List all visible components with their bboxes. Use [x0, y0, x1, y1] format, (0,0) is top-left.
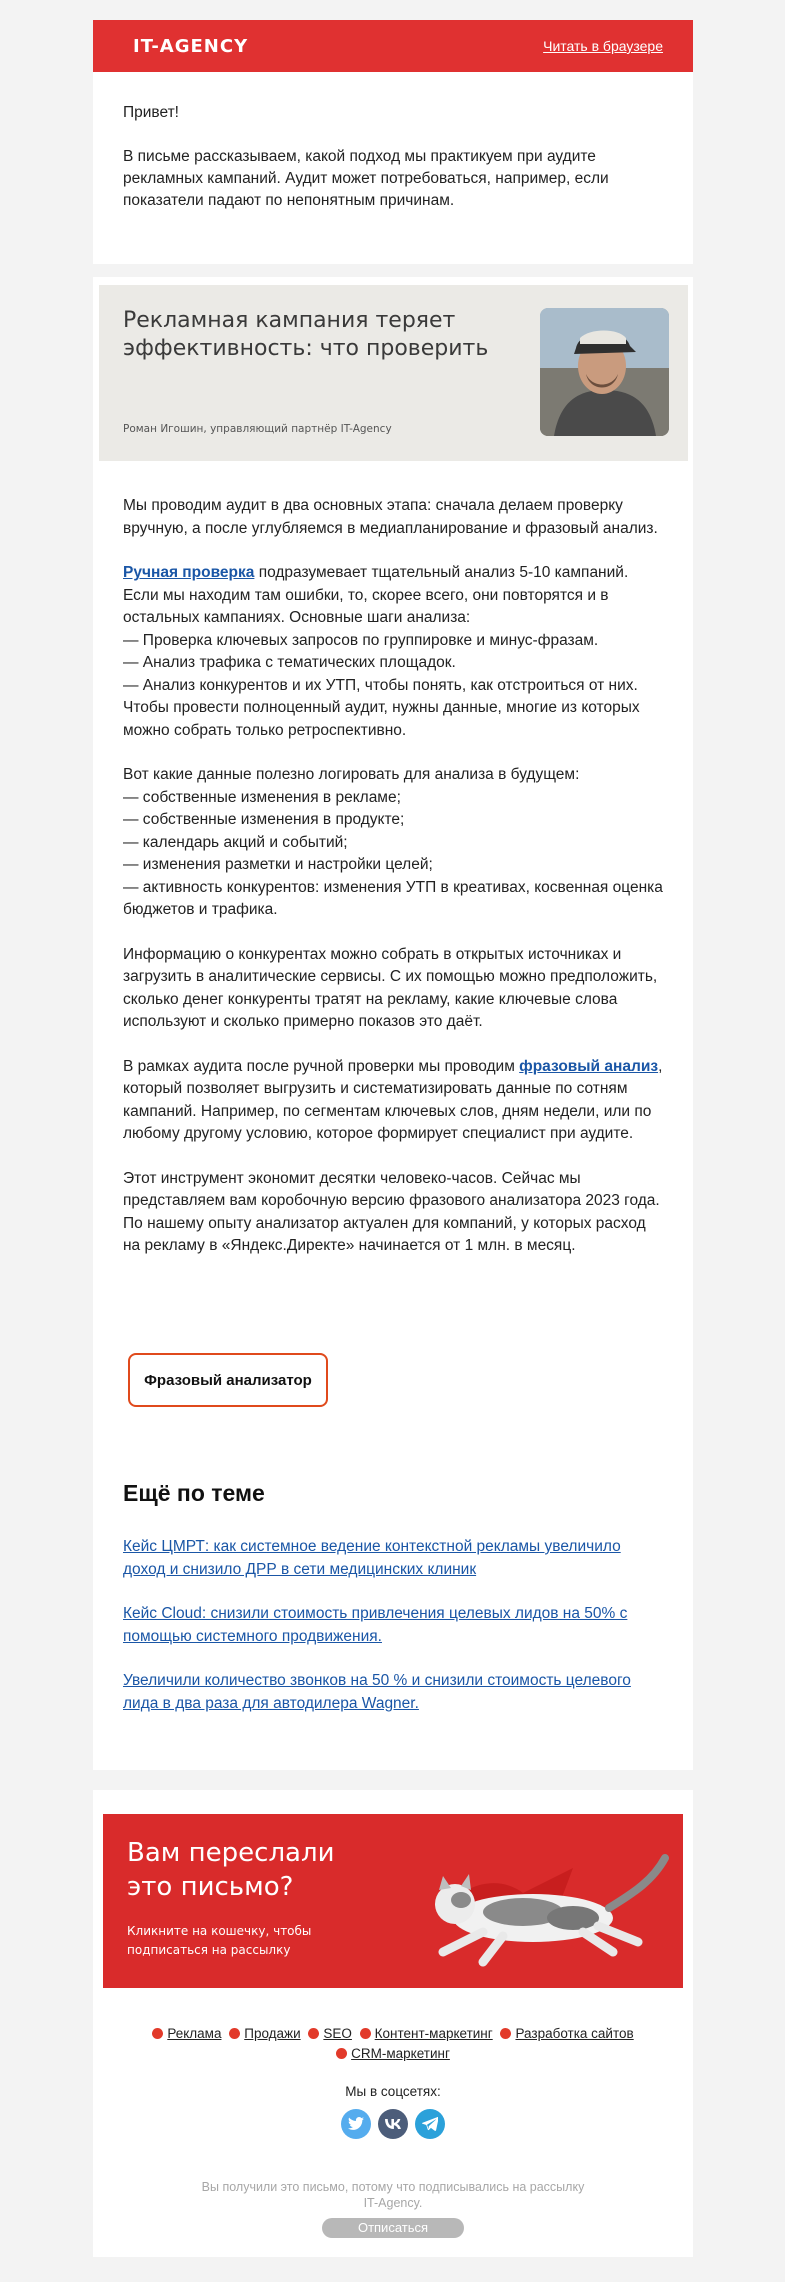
- author-photo-illustration: [540, 308, 669, 436]
- article-paragraph-4: Информацию о конкурентах можно собрать в открытых источниках и загрузить в аналитические сервисы. С их помощью можно предположить, сколько денег конкуренты тратят на рекламу, какие ключевые слова используют и сколько примерно показов это даёт.: [123, 945, 658, 1030]
- article-paragraph-1: Мы проводим аудит в два основных этапа: сначала делаем проверку вручную, а после углубляемся в медиапланирование и фразовый анализ.: [123, 497, 658, 537]
- telegram-icon[interactable]: [415, 2109, 445, 2139]
- article-paragraph-2: [123, 562, 663, 742]
- article-body: [123, 495, 663, 1280]
- log-data-item: — собственные изменения в рекламе;: [123, 788, 401, 806]
- phrase-analysis-before: В рамках аудита после ручной проверки мы проводим: [123, 1057, 520, 1075]
- related-link-wagner[interactable]: Увеличили количество звонков на 50 % и снизили стоимость целевого лида в два раза для автодилера Wagner.: [123, 1672, 631, 1712]
- subscribe-promo-banner[interactable]: [103, 1814, 683, 1988]
- unsubscribe-button[interactable]: Отписаться: [322, 2218, 464, 2238]
- red-dot-icon: [229, 2028, 240, 2039]
- category-link-seo[interactable]: SEO: [323, 2026, 352, 2041]
- author-photo: [540, 308, 669, 436]
- category-link-sales[interactable]: Продажи: [244, 2026, 301, 2041]
- analysis-step: — Анализ конкурентов и их УТП, чтобы понять, как отстроиться от них.: [123, 676, 638, 694]
- read-in-browser-link[interactable]: Читать в браузере: [543, 38, 663, 54]
- flying-cat-icon[interactable]: [373, 1838, 673, 1968]
- social-links: [93, 2109, 693, 2139]
- promo-subtitle: Кликните на кошечку, чтобы подписаться на рассылку: [127, 1924, 312, 1957]
- social-title: Мы в соцсетях:: [345, 2084, 441, 2099]
- category-link-webdev[interactable]: Разработка сайтов: [515, 2026, 634, 2041]
- category-link-content[interactable]: Контент-маркетинг: [374, 2026, 493, 2041]
- article-paragraph-6: Этот инструмент экономит десятки человеко-часов. Сейчас мы представляем вам коробочную версию фразового анализатора 2023 года. По нашему опыту анализатор актуален для компаний, у которых расход на рекламу в «Яндекс.Директе» начинается от 1 млн. в месяц.: [123, 1169, 660, 1254]
- category-link-ads[interactable]: Реклама: [167, 2026, 222, 2041]
- phrase-analysis-after: , который позволяет выгрузить и систематизировать данные по сотням кампаний. Например, по сегментам ключевых слов, дням недели, или по любому другому условию, которое формирует специалист при аудите.: [123, 1057, 663, 1142]
- log-data-item: — активность конкурентов: изменения УТП в креативах, косвенная оценка бюджетов и трафика.: [123, 878, 663, 918]
- related-link-cmrt[interactable]: Кейс ЦМРТ: как системное ведение контекстной рекламы увеличило доход и снизило ДРР в сети медицинских клиник: [123, 1538, 621, 1578]
- log-data-item: — календарь акций и событий;: [123, 833, 348, 851]
- greeting: Привет!: [123, 104, 179, 121]
- red-dot-icon: [500, 2028, 511, 2039]
- red-dot-icon: [308, 2028, 319, 2039]
- red-dot-icon: [152, 2028, 163, 2039]
- article-paragraph-5: [123, 1056, 663, 1146]
- manual-check-link[interactable]: Ручная проверка: [123, 564, 255, 581]
- vk-icon[interactable]: [378, 2109, 408, 2139]
- manual-check-tail: Чтобы провести полноценный аудит, нужны данные, многие из которых можно собрать только ретроспективно.: [123, 699, 640, 739]
- manual-check-text: подразумевает тщательный анализ 5-10 кампаний. Если мы находим там ошибки, то, скорее всего, они повторятся и в остальных кампаниях. Основные шаги анализа:: [123, 564, 629, 626]
- analysis-step: — Анализ трафика с тематических площадок.: [123, 654, 456, 671]
- it-agency-logo[interactable]: IT-AGENCY: [133, 35, 249, 57]
- log-data-item: — изменения разметки и настройки целей;: [123, 856, 433, 873]
- banner-title: Рекламная кампания теряет эффективность: что проверить: [123, 308, 489, 361]
- article-section: [93, 277, 693, 1770]
- email-footer: [93, 1790, 693, 2257]
- category-links: [113, 2024, 673, 2064]
- subscription-notice: Вы получили это письмо, потому что подписывались на рассылку IT-Agency.: [201, 2180, 585, 2210]
- red-dot-icon: [336, 2048, 347, 2059]
- phrase-analyzer-button[interactable]: Фразовый анализатор: [128, 1353, 328, 1407]
- banner-author: Роман Игошин, управляющий партнёр IT-Agency: [123, 423, 392, 435]
- analysis-step: — Проверка ключевых запросов по группировке и минус-фразам.: [123, 631, 599, 649]
- article-banner: [99, 285, 688, 461]
- category-link-crm[interactable]: CRM-маркетинг: [351, 2046, 450, 2061]
- intro-text: В письме рассказываем, какой подход мы практикуем при аудите рекламных кампаний. Аудит может потребоваться, например, если показатели падают по непонятным причинам.: [123, 148, 609, 209]
- promo-title: Вам переслали это письмо?: [127, 1838, 335, 1902]
- phrase-analysis-link[interactable]: фразовый анализ: [519, 1057, 659, 1075]
- intro-section: [93, 72, 693, 264]
- email-header: [93, 20, 693, 72]
- related-links: [123, 1536, 663, 1737]
- article-paragraph-3: [123, 764, 663, 922]
- twitter-icon[interactable]: [341, 2109, 371, 2139]
- red-dot-icon: [360, 2028, 371, 2039]
- log-data-intro: Вот какие данные полезно логировать для анализа в будущем:: [123, 766, 580, 783]
- related-link-cloud[interactable]: Кейс Cloud: снизили стоимость привлечения целевых лидов на 50% с помощью системного продвижения.: [123, 1605, 628, 1645]
- log-data-item: — собственные изменения в продукте;: [123, 811, 405, 828]
- more-on-topic-title: Ещё по теме: [123, 1480, 265, 1506]
